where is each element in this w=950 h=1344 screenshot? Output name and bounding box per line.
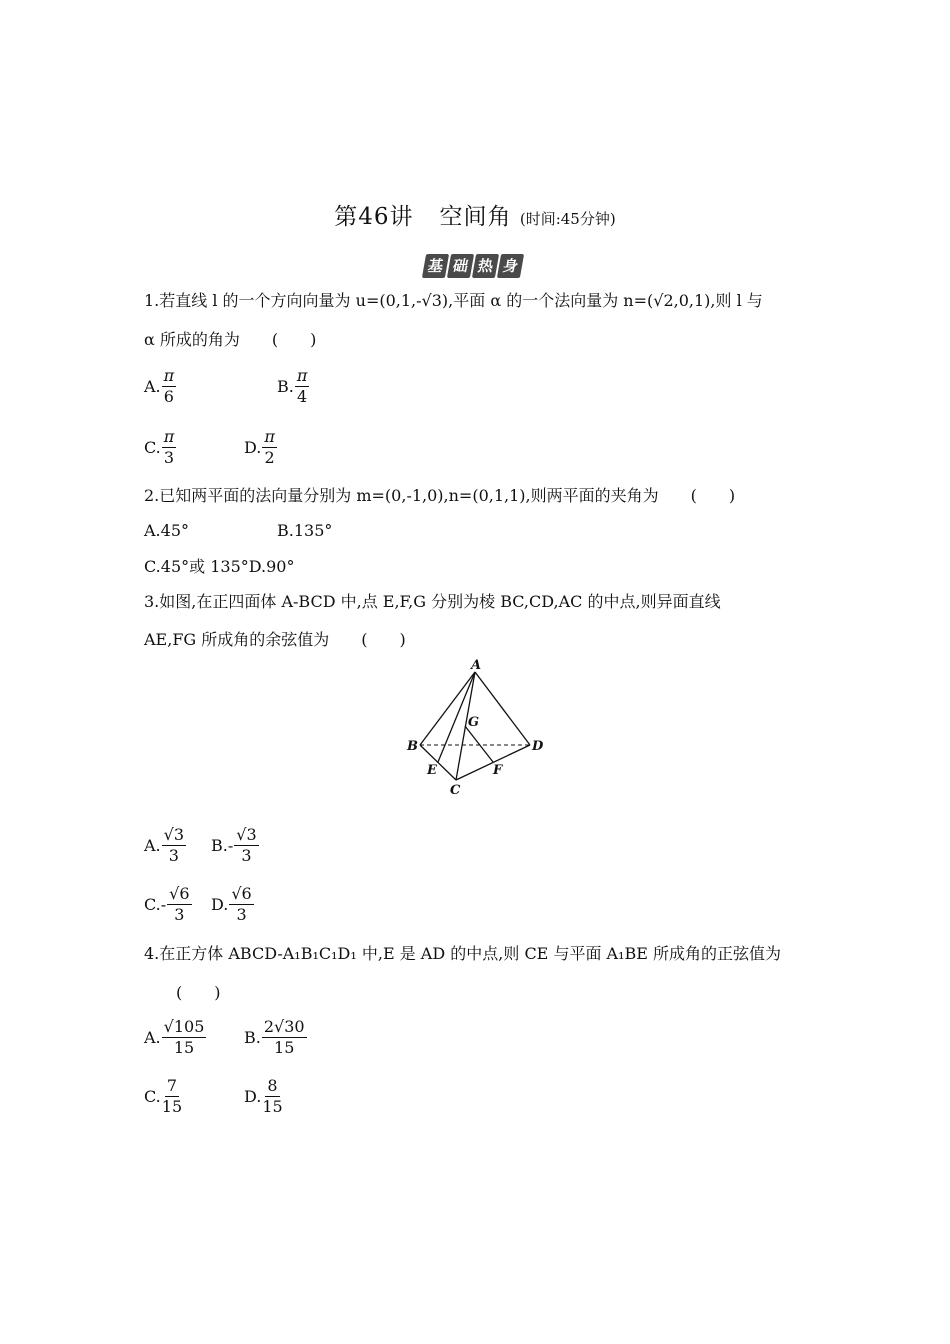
fraction: $\frac{2√30}{15}$	[263, 1017, 305, 1057]
q1-option-d[interactable]: D. $\frac{\pi}{2}$	[244, 427, 275, 467]
label-c: C	[450, 783, 461, 798]
question-2-line-1: 2.已知两平面的法向量分别为 m=(0,-1,0),n=(0,1,1),则两平面的夹角为 ( )	[144, 486, 736, 505]
q4-option-c[interactable]: C. $\frac{7}{15}$	[144, 1076, 183, 1116]
label-g: G	[468, 715, 480, 730]
question-1-line-1: 1.若直线 l 的一个方向向量为 u=(0,1,-√3),平面 α 的一个法向量为 n=(√2,0,1),则 l 与	[144, 291, 763, 310]
fraction: $\frac{\pi}{2}$	[264, 427, 275, 467]
q3-option-b[interactable]: B.- $\frac{√3}{3}$	[211, 825, 257, 865]
q4-option-d[interactable]: D. $\frac{8}{15}$	[244, 1076, 283, 1116]
fraction: $\frac{√6}{3}$	[231, 884, 252, 924]
q2-option-a[interactable]: A.45°	[144, 521, 189, 540]
question-4-line-2: ( )	[176, 983, 221, 1002]
q4-option-a[interactable]: A. $\frac{√105}{15}$	[144, 1017, 205, 1057]
lecture-number: 第46讲	[334, 204, 414, 230]
q2-option-c-d[interactable]: C.45°或 135°D.90°	[144, 557, 295, 576]
question-3-line-2: AE,FG 所成角的余弦值为 ( )	[144, 630, 406, 649]
q1-option-a[interactable]: A. $\frac{\pi}{6}$	[144, 366, 175, 406]
q3-option-c[interactable]: C.- $\frac{√6}{3}$	[144, 884, 190, 924]
q3-option-a[interactable]: A. $\frac{√3}{3}$	[144, 825, 185, 865]
edge-ad	[475, 672, 530, 745]
q4-option-b[interactable]: B. $\frac{2√30}{15}$	[244, 1017, 305, 1057]
badge-char: 身	[497, 254, 524, 278]
badge-char: 础	[447, 254, 474, 278]
q3-option-d[interactable]: D. $\frac{√6}{3}$	[211, 884, 252, 924]
edge-bc	[420, 745, 456, 780]
badge-char: 热	[472, 254, 499, 278]
fraction: $\frac{√105}{15}$	[163, 1017, 205, 1057]
label-e: E	[427, 763, 437, 778]
section-badge	[424, 254, 522, 278]
q1-option-b[interactable]: B. $\frac{\pi}{4}$	[277, 366, 308, 406]
question-3-line-1: 3.如图,在正四面体 A-BCD 中,点 E,F,G 分别为棱 BC,CD,AC 的中点,则异面直线	[144, 592, 721, 611]
label-a: A	[471, 658, 482, 673]
fraction: $\frac{\pi}{4}$	[296, 366, 308, 406]
edge-ab	[420, 672, 475, 745]
label-d: D	[532, 739, 544, 754]
segment-gf	[465, 726, 493, 762]
fraction: $\frac{8}{15}$	[262, 1076, 283, 1116]
label-f: F	[493, 763, 503, 778]
badge-char: 基	[422, 254, 449, 278]
page-title	[0, 198, 950, 231]
question-4-line-1: 4.在正方体 ABCD-A₁B₁C₁D₁ 中,E 是 AD 的中点,则 CE 与平面 A₁BE 所成角的正弦值为	[144, 944, 782, 963]
q2-option-b[interactable]: B.135°	[277, 521, 333, 540]
fraction: $\frac{7}{15}$	[161, 1076, 183, 1116]
fraction: $\frac{\pi}{3}$	[163, 427, 175, 467]
lecture-topic: 空间角	[439, 204, 512, 230]
q1-option-c[interactable]: C. $\frac{\pi}{3}$	[144, 427, 175, 467]
question-1-line-2: α 所成的角为 ( )	[144, 330, 317, 349]
fraction: $\frac{√3}{3}$	[163, 825, 185, 865]
fraction: $\frac{√3}{3}$	[236, 825, 257, 865]
fraction: $\frac{\pi}{6}$	[163, 366, 175, 406]
tetrahedron-figure	[400, 655, 560, 800]
label-b: B	[407, 739, 418, 754]
fraction: $\frac{√6}{3}$	[169, 884, 190, 924]
time-note: (时间:45分钟)	[519, 210, 616, 228]
